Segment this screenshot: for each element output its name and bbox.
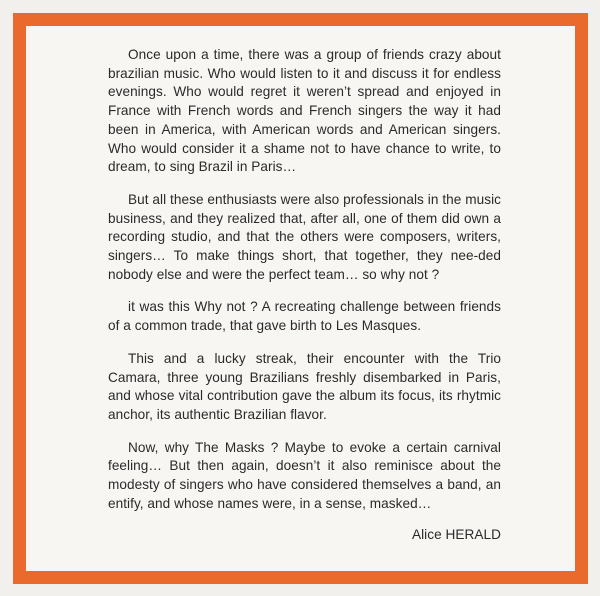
author-signature: Alice HERALD xyxy=(412,527,501,543)
paragraph-intro: Once upon a time, there was a group of friends crazy about brazilian music. Who would listen to it and discuss it for endless evenings. Who would regret it weren’t spread and enjoyed in France with French words and French singers the way it had been in America, with American words and American singers. Who would consider it a shame not to have chance to write, to dream, to sing Brazil in Paris… xyxy=(108,47,501,175)
liner-note-text xyxy=(108,46,501,545)
paragraph-the-masks: Now, why The Masks ? Maybe to evoke a certain carnival feeling… But then again, doesn’t it also reminisce about the modesty of singers who have considered themselves a band, an entify, and whose names were, in a sense, masked… xyxy=(108,439,501,511)
paragraph-trio-camara: This and a lucky streak, their encounter with the Trio Camara, three young Brazilians freshly disembarked in Paris, and whose vital contribution gave the album its focus, its rhytmic anchor, its authentic Brazilian flavor. xyxy=(108,350,501,422)
paragraph-enthusiasts: But all these enthusiasts were also professionals in the music business, and they realized that, after all, one of them did own a recording studio, and that the others were composers, writers, singers… To make things short, that together, they nee-ded nobody else and were the perfect team… so why not ? xyxy=(108,191,501,282)
paragraph-why-not: it was this Why not ? A recreating challenge between friends of a common trade, that gave birth to Les Masques. xyxy=(108,299,501,334)
